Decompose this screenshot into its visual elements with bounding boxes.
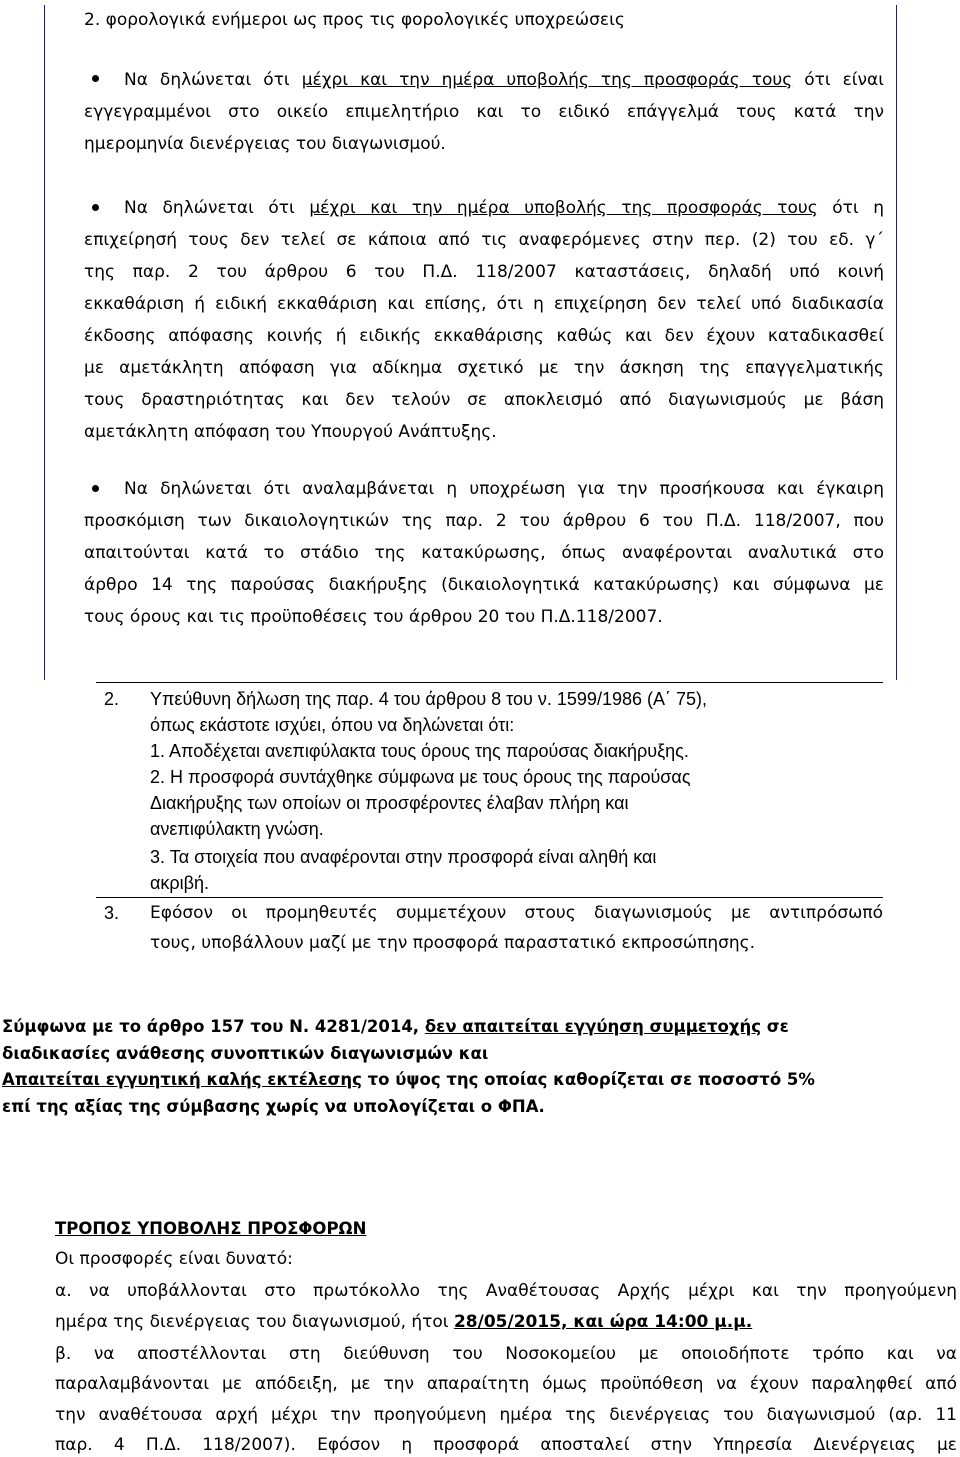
- submission-heading: ΤΡΟΠΟΣ ΥΠΟΒΟΛΗΣ ΠΡΟΣΦΟΡΩΝ: [55, 1219, 367, 1238]
- row2-line5: Διακήρυξης των οποίων οι προσφέροντες έλαβαν πλήρη και: [150, 793, 629, 813]
- guarantee-line1: Σύμφωνα με το άρθρο 157 του Ν. 4281/2014, δεν απαιτείται εγγύηση συμμετοχής σε: [2, 1017, 789, 1036]
- row2-line4: 2. Η προσφορά συντάχθηκε σύμφωνα με τους όρους της παρούσας: [150, 767, 691, 787]
- bullet2-line2: επιχείρησή τους δεν τελεί σε κάποια από τις αναφερόμενες στην περ. (2) του εδ. γ΄: [84, 230, 884, 250]
- bullet3-line5: τους όρους και τις προϋποθέσεις του άρθρου 20 του Π.Δ.118/2007.: [84, 607, 663, 627]
- bullet2-line6: με αμετάκλητη απόφαση για αδίκημα σχετικό με την άσκηση της επαγγελματικής: [84, 358, 884, 378]
- bullet3-line1: Να δηλώνεται ότι αναλαμβάνεται η υποχρέωση για την προσήκουσα και έγκαιρη: [124, 479, 884, 499]
- bullet1-line1: Να δηλώνεται ότι μέχρι και την ημέρα υποβολής της προσφοράς τους ότι είναι: [124, 70, 884, 90]
- bullet-icon: [92, 485, 99, 492]
- row2-line7: 3. Τα στοιχεία που αναφέρονται στην προσφορά είναι αληθή και: [150, 847, 657, 867]
- bullet3-line4: άρθρο 14 της παρούσας διακήρυξης (δικαιολογητικά κατακύρωσης) και σύμφωνα με: [84, 575, 884, 595]
- bullet1-line3: ημερομηνία διενέργειας του διαγωνισμού.: [84, 134, 446, 154]
- row2-line2: όπως εκάστοτε ισχύει, όπου να δηλώνεται ότι:: [150, 715, 515, 735]
- submission-a-line2: ημέρα της διενέργειας του διαγωνισμού, ήτοι 28/05/2015, και ώρα 14:00 μ.μ.: [55, 1312, 753, 1332]
- row3-line2: τους, υποβάλλουν μαζί με την προσφορά παραστατικό εκπροσώπησης.: [150, 933, 756, 953]
- submission-b-line2: παραλαμβάνονται με απόδειξη, με την απαραίτητη όμως προϋπόθεση να έχουν παραληφθεί από: [55, 1374, 957, 1394]
- guarantee-line4: επί της αξίας της σύμβασης χωρίς να υπολογίζεται ο ΦΠΑ.: [2, 1097, 545, 1116]
- bullet2-line3: της παρ. 2 του άρθρου 6 του Π.Δ. 118/2007 καταστάσεις, δηλαδή υπό κοινή: [84, 262, 884, 282]
- row2-number: 2.: [104, 689, 120, 709]
- bullet-icon: [92, 204, 99, 211]
- bullet1-line2: εγγεγραμμένοι στο οικείο επιμελητήριο και το ειδικό επάγγελμά τους κατά την: [84, 102, 884, 122]
- row2-line3: 1. Αποδέχεται ανεπιφύλακτα τους όρους της παρούσας διακήρυξης.: [150, 741, 689, 761]
- row3-number: 3.: [104, 903, 120, 923]
- bullet-icon: [92, 75, 99, 82]
- bullet3-line3: απαιτούνται κατά το στάδιο της κατακύρωσης, όπως αναφέρονται αναλυτικά στο: [84, 543, 884, 563]
- submission-a-line1: α. να υποβάλλονται στο πρωτόκολλο της Αναθέτουσας Αρχής μέχρι και την προηγούμενη: [55, 1281, 957, 1301]
- bullet2-line7: τους δραστηριότητας και δεν τελούν σε αποκλεισμό από διαγωνισμούς με βάση: [84, 390, 884, 410]
- submission-b-line3: την αναθέτουσα αρχή μέχρι την προηγούμενη ημέρα της διενέργειας του διαγωνισμού (αρ. 11: [55, 1405, 957, 1425]
- submission-b-line4: παρ. 4 Π.Δ. 118/2007). Εφόσον η προσφορά αποσταλεί στην Υπηρεσία Διενέργειας με: [55, 1435, 957, 1455]
- submission-b-line1: β. να αποστέλλονται στη διεύθυνση του Νοσοκομείου με οποιοδήποτε τρόπο και να: [55, 1344, 957, 1364]
- table-border-top: [96, 682, 883, 683]
- table-row-divider: [96, 897, 883, 898]
- guarantee-line3: Απαιτείται εγγυητική καλής εκτέλεσης το ύψος της οποίας καθορίζεται σε ποσοστό 5%: [2, 1070, 815, 1089]
- bullet2-line8: αμετάκλητη απόφαση του Υπουργού Ανάπτυξης.: [84, 422, 497, 442]
- row2-line8: ακριβή.: [150, 873, 210, 893]
- bullet2-line1: Να δηλώνεται ότι μέχρι και την ημέρα υποβολής της προσφοράς τους ότι η: [124, 198, 884, 218]
- submission-intro: Οι προσφορές είναι δυνατό:: [55, 1249, 293, 1269]
- row2-line6: ανεπιφύλακτη γνώση.: [150, 819, 324, 839]
- bullet2-line4: εκκαθάριση ή ειδική εκκαθάριση και επίσης, ότι η επιχείρηση δεν τελεί υπό διαδικασία: [84, 294, 884, 314]
- bullet3-line2: προσκόμιση των δικαιολογητικών της παρ. 2 του άρθρου 6 του Π.Δ. 118/2007, που: [84, 511, 884, 531]
- row2-line1: Υπεύθυνη δήλωση της παρ. 4 του άρθρου 8 του ν. 1599/1986 (Α΄ 75),: [150, 689, 707, 709]
- row3-line1: Εφόσον οι προμηθευτές συμμετέχουν στους διαγωνισμούς με αντιπρόσωπό: [150, 903, 883, 923]
- item2-heading: 2. φορολογικά ενήμεροι ως προς τις φορολογικές υποχρεώσεις: [84, 10, 625, 30]
- guarantee-line2: διαδικασίες ανάθεσης συνοπτικών διαγωνισμών και: [2, 1044, 489, 1063]
- bullet2-line5: έκδοσης απόφασης κοινής ή ειδικής εκκαθάρισης καθώς και δεν έχουν καταδικασθεί: [84, 326, 884, 346]
